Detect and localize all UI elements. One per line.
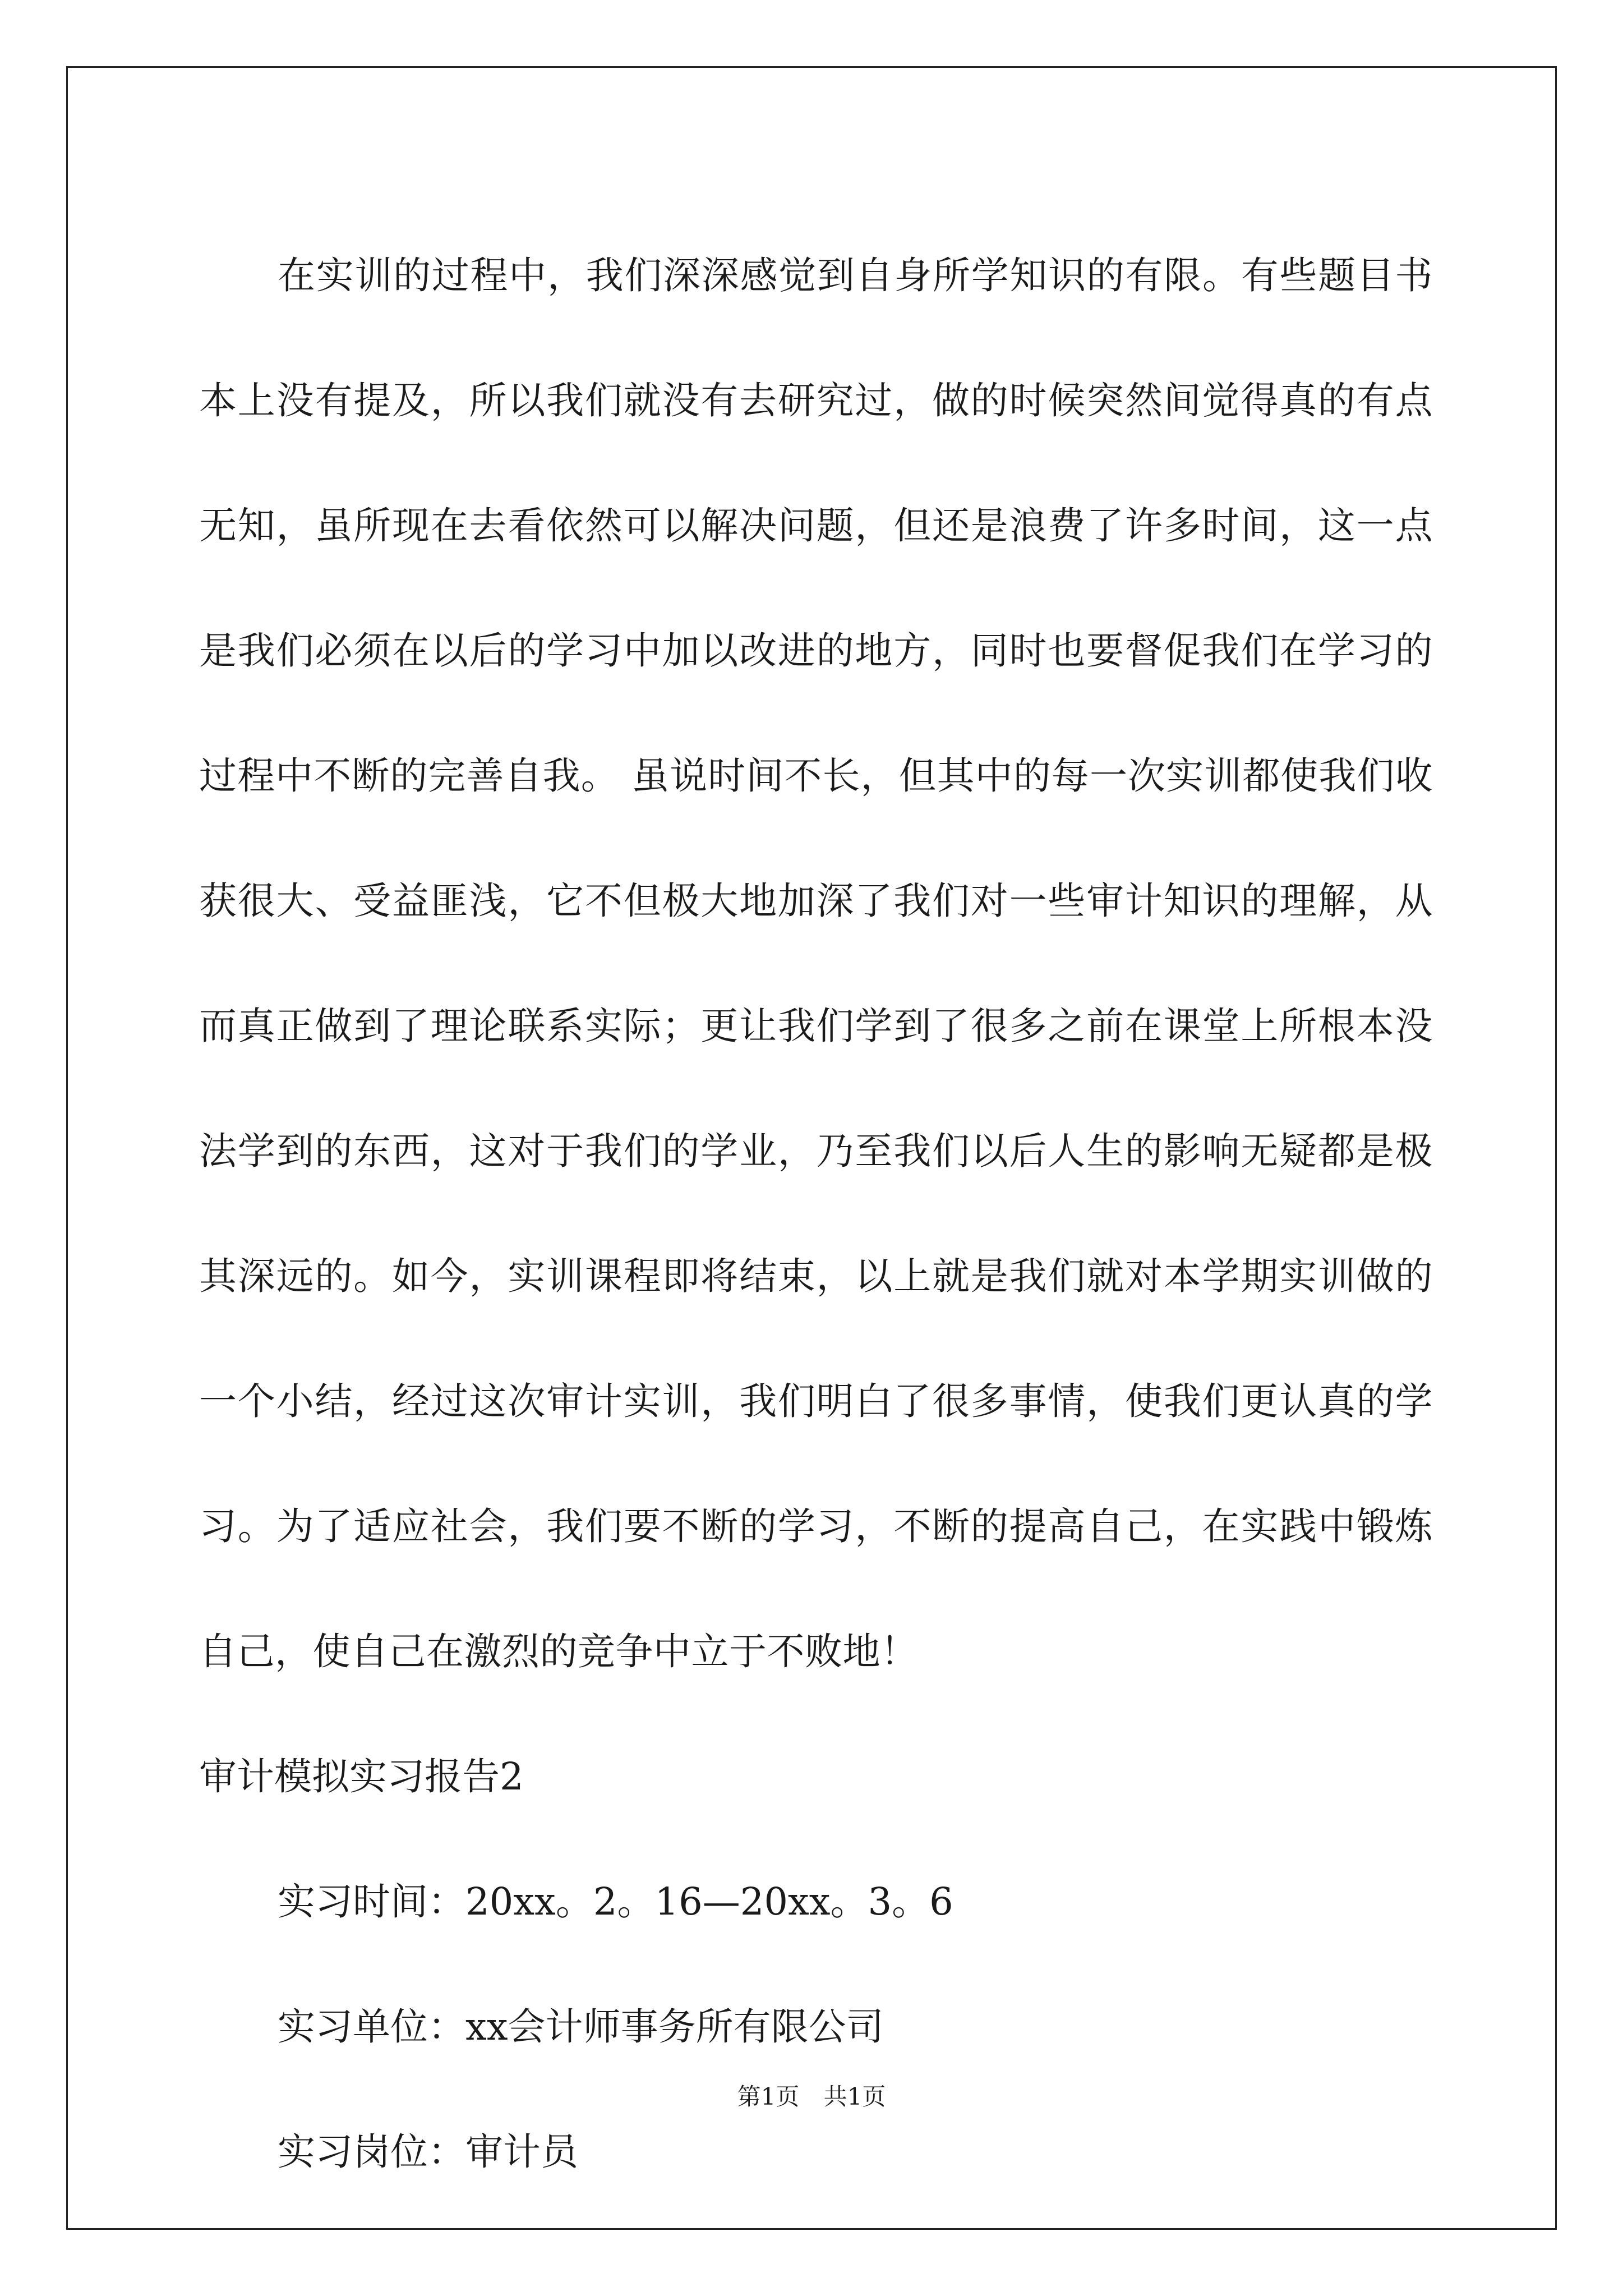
internship-time: 实习时间：20xx。2。16—20xx。3。6 xyxy=(278,1880,953,1924)
section-heading: 审计模拟实习报告2 xyxy=(199,1755,524,1798)
body-paragraph: 在实训的过程中，我们深深感觉到自身所学知识的有限。有些题目书本上没有提及，所以我们就没有去研究过，做的时候突然间觉得真的有点无知，虽所现在去看依然可以解决问题，但还是浪费了许多时间，这一点是我们必须在以后的学习中加以改进的地方，同时也要督促我们在学习的过程中不断的完善自我。 虽说时间不长，但其中的每一次实训都使我们收获很大、受益匪浅，它不但极大地加深了我们对一些审计知识的理解，从而真正做到了理论联系实际；更让我们学到了很多之前在课堂上所根本没法学到的东西，这对于我们的学业，乃至我们以后人生的影响无疑都是极其深远的。如今，实训课程即将结束，以上就是我们就对本学期实训做的一个小结，经过这次审计实训，我们明白了很多事情，使我们更认真的学习。为了适应社会，我们要不断的学习，不断的提高自己，在实践中锻炼自己，使自己在激烈的竞争中立于不败地！ xyxy=(199,254,1433,1673)
document-body xyxy=(199,213,1433,2215)
internship-position: 实习岗位：审计员 xyxy=(278,2130,578,2174)
page-footer: 第1页 共1页 xyxy=(737,2083,886,2110)
internship-unit: 实习单位：xx会计师事务所有限公司 xyxy=(278,2005,884,2049)
